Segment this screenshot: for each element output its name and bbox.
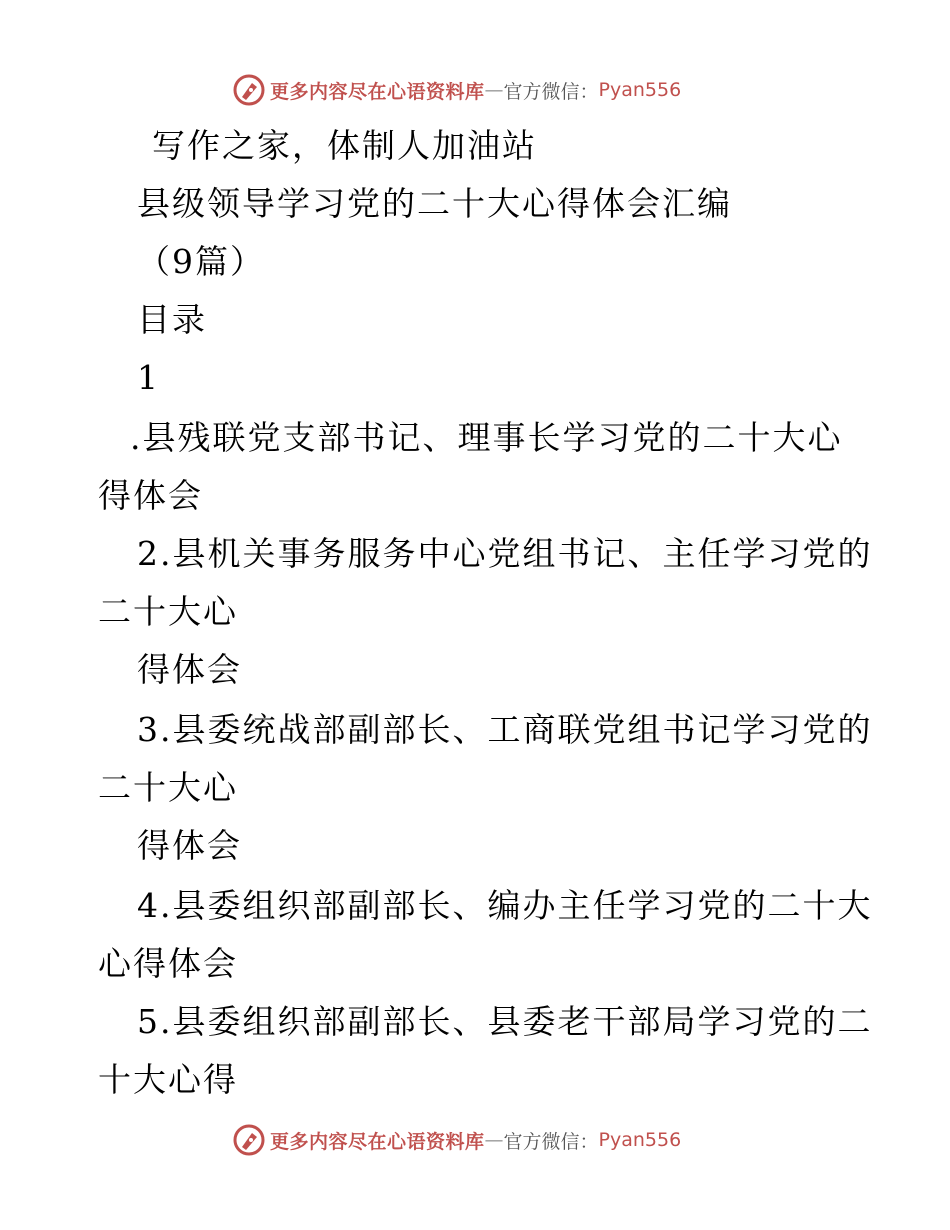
- toc-heading: 目录: [137, 300, 207, 339]
- toc-item-line: 二十大心: [98, 592, 238, 631]
- watermark-main-text: 更多内容尽在心语资料库: [270, 80, 485, 103]
- doc-tagline: 写作之家，体制人加油站: [152, 126, 537, 165]
- footer-watermark: [232, 1120, 681, 1160]
- watermark-cta-text: 官方微信：: [503, 1130, 599, 1153]
- watermark-wechat-id: Pyan556: [598, 79, 682, 101]
- toc-item-line: .县残联党支部书记、理事长学习党的二十大心: [130, 418, 843, 457]
- doc-title: 县级领导学习党的二十大心得体会汇编: [137, 184, 732, 223]
- toc-item-line: 2.县机关事务服务中心党组书记、主任学习党的: [137, 534, 873, 573]
- toc-item-line: 4.县委组织部副部长、编办主任学习党的二十大: [137, 886, 873, 925]
- pen-nib-logo-icon: [232, 73, 266, 107]
- header-watermark: [232, 70, 681, 110]
- watermark-main-text: 更多内容尽在心语资料库: [270, 1130, 485, 1153]
- toc-item-line: 心得体会: [98, 944, 238, 983]
- toc-item-number: 1: [137, 358, 160, 397]
- toc-item-line: 得体会: [98, 476, 203, 515]
- watermark-wechat-id: Pyan556: [598, 1129, 682, 1151]
- toc-item-line: 得体会: [137, 826, 242, 865]
- toc-item-line: 得体会: [137, 650, 242, 689]
- toc-item-line: 3.县委统战部副部长、工商联党组书记学习党的: [137, 710, 873, 749]
- watermark-cta-text: 官方微信：: [503, 80, 599, 103]
- doc-title-count: （9篇）: [137, 242, 265, 281]
- watermark-separator: —: [484, 79, 504, 101]
- pen-nib-logo-icon: [232, 1123, 266, 1157]
- toc-item-line: 二十大心: [98, 768, 238, 807]
- toc-item-line: 5.县委组织部副部长、县委老干部局学习党的二: [137, 1002, 873, 1041]
- toc-item-line: 十大心得: [98, 1060, 238, 1099]
- watermark-separator: —: [484, 1129, 504, 1151]
